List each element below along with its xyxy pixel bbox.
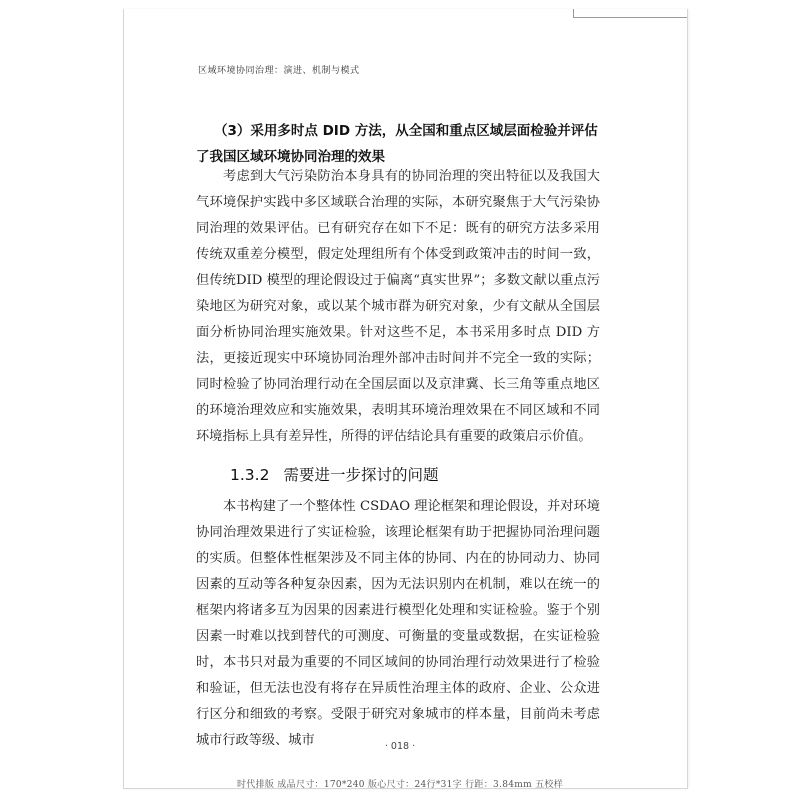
section-heading: [230, 463, 438, 485]
section-title: 需要进一步探讨的问题: [283, 466, 439, 484]
section-number: 1.3.2: [230, 466, 270, 484]
printer-imprint: 时代排版 成品尺寸：170*240 版心尺寸：24行*31字 行距：3.84mm 五校样: [236, 780, 563, 790]
page-number: · 018 ·: [384, 741, 416, 752]
crop-mark: [574, 9, 687, 18]
crop-mark-vertical: [573, 9, 574, 18]
subsection-heading: （3）采用多时点 DID 方法，从全国和重点区域层面检验并评估了我国区域环境协同治理的效果: [196, 123, 598, 165]
body-paragraph-1: 考虑到大气污染防治本身具有的协同治理的突出特征以及我国大气环境保护实践中多区域联合治理的实际，本研究聚焦于大气污染协同治理的效果评估。已有研究存在如下不足：既有的研究方法多采用传统双重差分模型，假定处理组所有个体受到政策冲击的时间一致，但传统DID 模型的理论假设过于偏离“真实世界”；多数文献以重点污染地区为研究对象，或以某个城市群为研究对象，少有文献从全国层面分析协同治理实施效果。针对这些不足，本书采用多时点 DID 方法，更接近现实中环境协同治理外部冲击时间并不完全一致的实际；同时检验了协同治理行动在全国层面以及京津冀、长三角等重点地区的环境治理效应和实施效果，表明其环境治理效果在不同区域和不同环境指标上具有差异性，所得的评估结论具有重要的政策启示价值。: [196, 169, 600, 444]
running-head: 区域环境协同治理：演进、机制与模式: [198, 66, 360, 76]
body-paragraph-2: 本书构建了一个整体性 CSDAO 理论框架和理论假设，并对环境协同治理效果进行了实证检验，该理论框架有助于把握协同治理问题的实质。但整体性框架涉及不同主体的协同、内在的协同动力、协同因素的互动等各种复杂因素，因为无法识别内在机制，难以在统一的框架内将诸多互为因果的因素进行模型化处理和实证检验。鉴于个别因素一时难以找到替代的可测度、可衡量的变量或数据，在实证检验时，本书只对最为重要的不同区域间的协同治理行动效果进行了检验和验证，但无法也没有将存在异质性治理主体的政府、企业、公众进行区分和细致的考察。受限于研究对象城市的样本量，目前尚未考虑城市行政等级、城市: [196, 499, 600, 748]
